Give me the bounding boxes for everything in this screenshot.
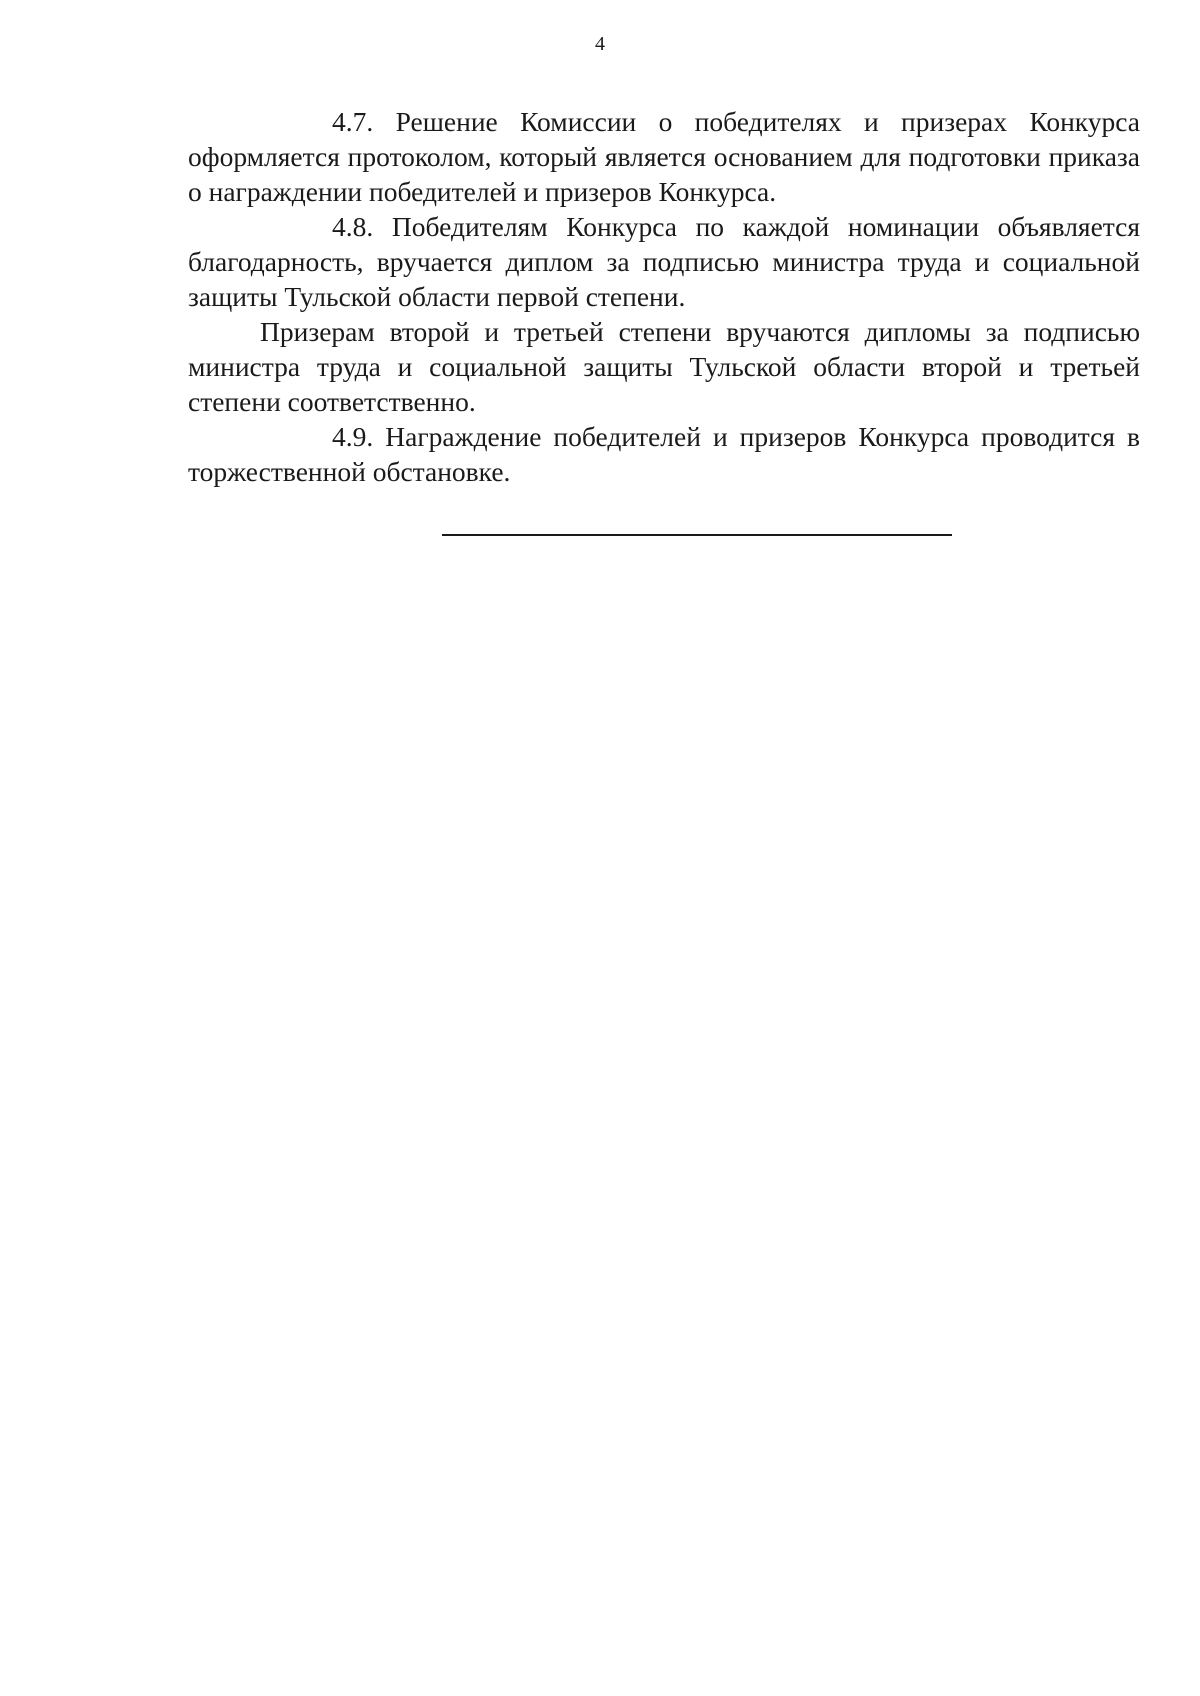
end-divider (442, 534, 952, 536)
document-body (188, 104, 1140, 489)
paragraph-text: Победителям Конкурса по каждой номинации объявляется благодарность, вручается диплом за подписью министра труда и социальной защиты Тульской области первой степени. (188, 211, 1140, 312)
paragraph-text: Призерам второй и третьей степени вручаются дипломы за подписью министра труда и социальной защиты Тульской области второй и третьей степени соответственно. (188, 316, 1140, 417)
paragraph-4-7 (188, 104, 1140, 209)
paragraph-text: Награждение победителей и призеров Конкурса проводится в торжественной обстановке. (188, 421, 1140, 487)
clause-number: 4.8. (332, 211, 374, 242)
paragraph-4-8 (188, 209, 1140, 314)
clause-number: 4.9. (332, 421, 374, 452)
paragraph-text: Решение Комиссии о победителях и призерах Конкурса оформляется протоколом, который является основанием для подготовки приказа о награждении победителей и призеров Конкурса. (188, 106, 1141, 207)
paragraph-4-9 (188, 419, 1140, 489)
page-number: 4 (595, 33, 605, 55)
paragraph-prizewinners (188, 314, 1140, 419)
clause-number: 4.7. (332, 106, 374, 137)
